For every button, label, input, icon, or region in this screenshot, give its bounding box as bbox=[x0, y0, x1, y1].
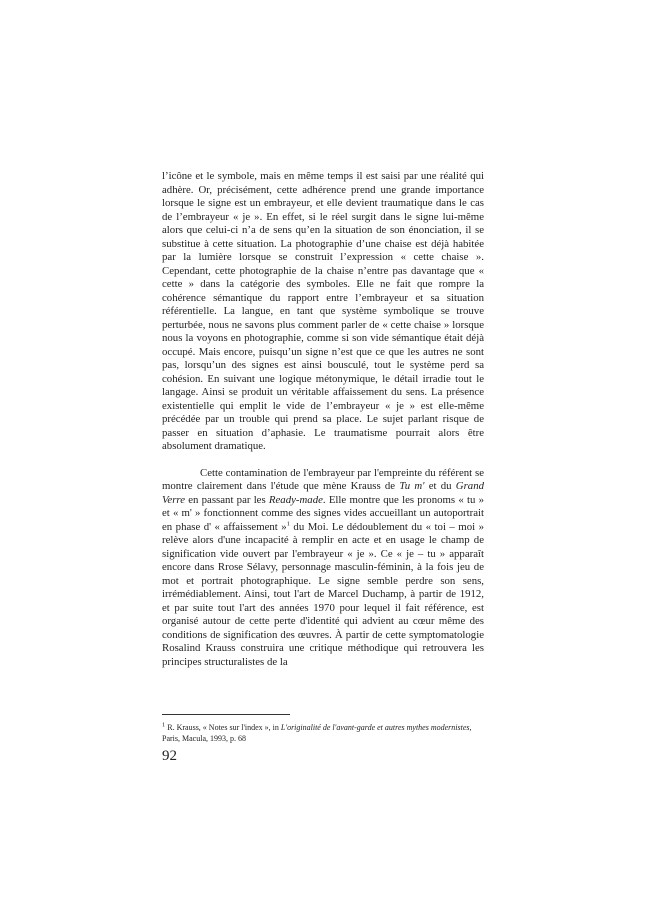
footnote-book-title: L'originalité de l'avant-garde et autres mythes modernistes bbox=[280, 723, 470, 732]
paragraph-2-text: et du bbox=[424, 480, 456, 492]
paragraph-2 bbox=[162, 467, 484, 670]
paragraph-1: l’icône et le symbole, mais en même temps il est saisi par une réalité qui adhère. Or, précisément, cette adhérence prend une grande importance lorsque le signe est un embrayeur, et elle devient traumatique dans le cas de l’embrayeur « je ». En effet, si le réel surgit dans le signe lui-même alors que celui-ci n’a de sens qu’en la situation de son énonciation, il se substitue à cette situation. La photographie d’une chaise est déjà habitée par la lumière lorsque se construit l’expression « cette chaise ». Cependant, cette photographie de la chaise n’entre pas davantage que « cette » dans la catégorie des symboles. Elle ne fait que rompre la cohérence sémantique du rapport entre l’embrayeur et sa situation référentielle. La langue, en tant que système symbolique se trouve perturbée, nous ne savons plus comment parler de « cette chaise » lorsque nous la voyons en photographie, comme si son vide sémantique était déjà occupé. Mais encore, puisqu’un signe n’est que ce que les autres ne sont pas, lorsqu’un des signes est ainsi bousculé, tout le système perd sa cohésion. En suivant une logique métonymique, le détail irradie tout le langage. Ainsi se produit un véritable affaissement du sens. La présence existentielle qui emplit le vide de l’embrayeur « je » est elle-même précédée par un trouble qui prend sa place. Le sujet parlant risque de passer en situation d’aphasie. Le traumatisme pourrait alors être absolument dramatique. bbox=[162, 170, 484, 452]
page-number: 92 bbox=[162, 748, 177, 764]
paragraph-2-text: en passant par les bbox=[185, 493, 269, 506]
work-title-grand-verre: Grand Verre bbox=[162, 480, 484, 506]
footnote-reference[interactable]: 1 bbox=[286, 519, 290, 527]
footnote bbox=[162, 722, 484, 744]
main-text bbox=[162, 170, 484, 669]
work-title-tu-m: Tu m' bbox=[399, 480, 425, 492]
paragraph-2-text: . Elle montre que les pronoms « tu » et « m' » fonctionnent comme des signes vides accueillant un autoportrait en phase d' « affaissement » bbox=[162, 493, 484, 533]
footnote-number: 1 bbox=[162, 721, 166, 729]
work-title-ready-made: Ready-made bbox=[268, 493, 323, 506]
footnote-text: R. Krauss, « Notes sur l'index », in bbox=[165, 723, 281, 732]
footnote-text: , Paris, Macula, 1993, p. 68 bbox=[162, 723, 472, 743]
paragraph-2-text: du Moi. Le dédoublement du « toi – moi » relève alors d'une incapacité à remplir en acte et en usage le champ de signification vide ouvert par l'embrayeur « je ». Ce « je – tu » apparaît encore dans Rrose Sélavy, personnage masculin-féminin, à la fois jeu de mot et portrait photographique. Le signe semble perdre son sens, irrémédiablement. Ainsi, tout l'art de Marcel Duchamp, à partir de 1912, et par suite tout l'art des années 1970 pour lequel il fait référence, est organisé autour de cette perte d'identité qui advient au cœur même des conditions de signification des œuvres. À partir de cette symptomatologie Rosalind Krauss construira une critique méthodique qui retrouvera les principes structuralistes de la bbox=[162, 520, 484, 668]
footnote-divider bbox=[162, 714, 290, 715]
paragraph-2-text: Cette contamination de l'embrayeur par l'empreinte du référent se montre clairement dans l'étude que mène Krauss de bbox=[162, 466, 484, 492]
